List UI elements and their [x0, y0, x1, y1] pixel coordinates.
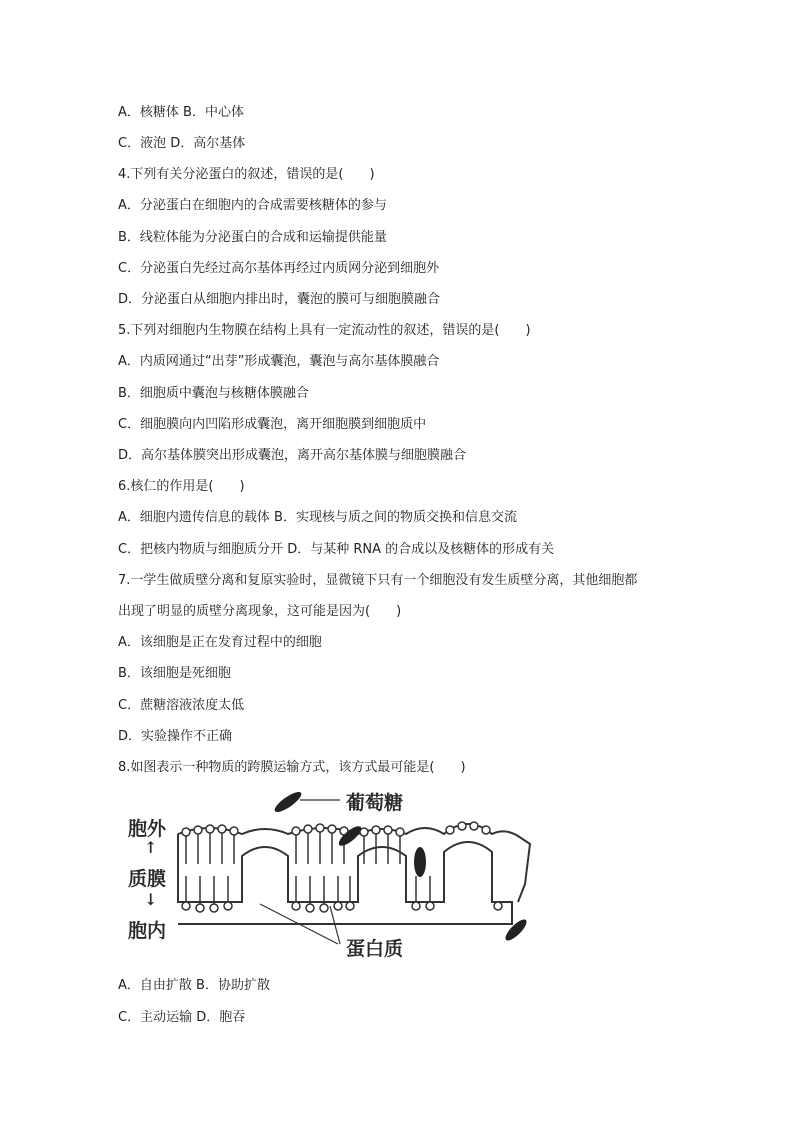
option-line: C．细胞膜向内凹陷形成囊泡，离开细胞膜到细胞质中 [118, 417, 427, 432]
option-line: D．实验操作不正确 [118, 729, 233, 744]
question-stem: 出现了明显的质壁分离现象，这可能是因为( ) [118, 604, 402, 619]
option-line: D．高尔基体膜突出形成囊泡，离开高尔基体膜与细胞膜融合 [118, 448, 467, 463]
question-stem: 8.如图表示一种物质的跨膜运输方式，该方式最可能是( ) [118, 760, 466, 775]
option-line: C．分泌蛋白先经过高尔基体再经过内质网分泌到细胞外 [118, 261, 440, 276]
option-line: C．蔗糖溶液浓度太低 [118, 698, 245, 713]
option-line: C．把核内物质与细胞质分开 D．与某种 RNA 的合成以及核糖体的形成有关 [118, 542, 555, 557]
leader-lines [260, 800, 340, 944]
option-line: B．线粒体能为分泌蛋白的合成和运输提供能量 [118, 230, 387, 245]
option-line: D．分泌蛋白从细胞内排出时，囊泡的膜可与细胞膜融合 [118, 292, 441, 307]
arrow-down-icon: ↓ [144, 890, 158, 909]
phospholipid-tails [186, 832, 430, 904]
question-stem: 4.下列有关分泌蛋白的叙述，错误的是( ) [118, 167, 375, 182]
option-line: A．内质网通过“出芽”形成囊泡，囊泡与高尔基体膜融合 [118, 354, 440, 369]
question-stem: 5.下列对细胞内生物膜在结构上具有一定流动性的叙述，错误的是( ) [118, 323, 531, 338]
membrane-label: 质膜 [128, 868, 167, 890]
outside-label: 胞外 [128, 818, 167, 840]
membrane-transport-figure [120, 784, 540, 964]
phospholipid-heads [182, 822, 502, 912]
inside-label: 胞内 [128, 920, 167, 942]
question-stem: 7.一学生做质壁分离和复原实验时，显微镜下只有一个细胞没有发生质壁分离，其他细胞都 [118, 573, 638, 588]
glucose-label: 葡萄糖 [346, 792, 404, 814]
arrow-up-icon: ↑ [144, 838, 158, 857]
option-line: A．核糖体 B．中心体 [118, 105, 244, 120]
question-stem: 6.核仁的作用是( ) [118, 479, 245, 494]
option-line: B．该细胞是死细胞 [118, 666, 231, 681]
option-line: C．主动运输 D．胞吞 [118, 1010, 246, 1025]
membrane-diagram [120, 784, 540, 964]
protein-label: 蛋白质 [346, 938, 404, 960]
option-line: A．该细胞是正在发育过程中的细胞 [118, 635, 322, 650]
option-line: A．自由扩散 B．协助扩散 [118, 978, 270, 993]
option-line: B．细胞质中囊泡与核糖体膜融合 [118, 386, 309, 401]
option-line: A．细胞内遗传信息的载体 B．实现核与质之间的物质交换和信息交流 [118, 510, 517, 525]
option-line: C．液泡 D．高尔基体 [118, 136, 246, 151]
option-line: A．分泌蛋白在细胞内的合成需要核糖体的参与 [118, 198, 387, 213]
